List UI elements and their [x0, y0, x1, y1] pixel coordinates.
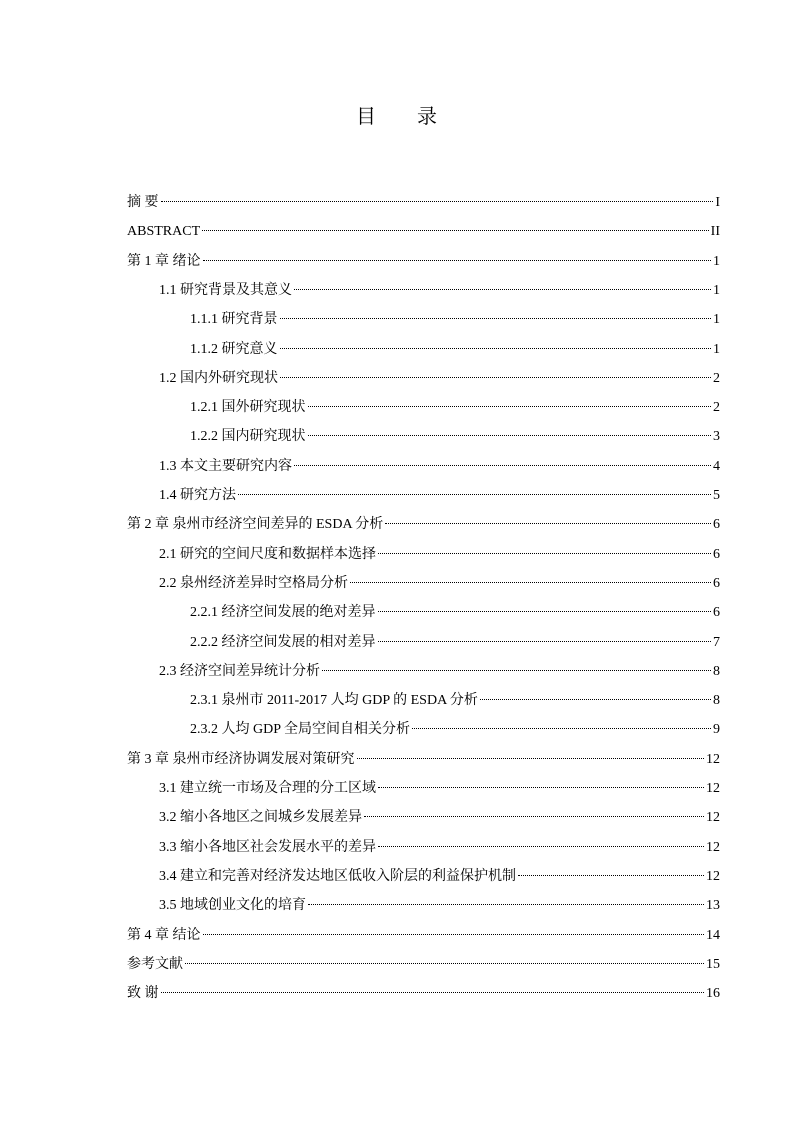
toc-entry[interactable] [127, 948, 720, 972]
toc-entry[interactable] [159, 860, 720, 884]
dot-leader [292, 274, 713, 294]
toc-entry-page-number: 5 [713, 488, 720, 503]
toc-entry-page-number: 3 [713, 429, 720, 445]
dot-leader [183, 948, 706, 968]
dot-leader [278, 333, 714, 353]
toc-entry[interactable] [127, 508, 720, 533]
toc-entry[interactable] [127, 977, 720, 1002]
toc-entry-page-number: 14 [706, 927, 720, 943]
dot-leader [159, 186, 716, 206]
toc-entry-page-number: 6 [713, 575, 720, 591]
toc-entry-label: 1.1.2 研究意义 [190, 341, 278, 357]
toc-entry-label: 3.3 缩小各地区社会发展水平的差异 [159, 839, 376, 855]
toc-entry[interactable] [190, 333, 720, 357]
dot-leader [236, 479, 713, 499]
toc-entry-page-number: I [715, 195, 720, 210]
toc-entry-label: 1.4 研究方法 [159, 488, 236, 503]
dot-leader [348, 567, 713, 587]
toc-entry-page-number: 2 [713, 370, 720, 386]
toc-entry-page-number: 4 [713, 458, 720, 474]
dot-leader [320, 655, 713, 675]
toc-entry-label: 1.1.1 研究背景 [190, 312, 278, 328]
toc-entry-label: 2.2.2 经济空间发展的相对差异 [190, 634, 376, 650]
toc-entry[interactable] [190, 391, 720, 416]
toc-entry[interactable] [127, 215, 720, 240]
toc-entry[interactable] [190, 596, 720, 621]
toc-entry-label: 1.2.1 国外研究现状 [190, 400, 306, 416]
toc-entry-label: 致 谢 [127, 986, 159, 1002]
toc-entry[interactable] [127, 743, 720, 767]
toc-entry-page-number: 8 [713, 663, 720, 679]
dot-leader [478, 684, 713, 704]
toc-entry-label: 2.3.1 泉州市 2011-2017 人均 GDP 的 ESDA 分析 [190, 693, 478, 709]
toc-entry-page-number: 15 [706, 956, 720, 972]
toc-entry-label: 1.2.2 国内研究现状 [190, 429, 306, 445]
toc-entry-page-number: 1 [713, 253, 720, 269]
toc-entry[interactable] [159, 655, 720, 679]
toc-entry-page-number: 13 [706, 898, 720, 914]
toc-entry-label: 2.3.2 人均 GDP 全局空间自相关分析 [190, 722, 410, 738]
toc-entry-page-number: 9 [713, 722, 720, 738]
toc-entry-page-number: 12 [706, 868, 720, 884]
toc-entry-page-number: 12 [706, 781, 720, 796]
dot-leader [201, 245, 714, 265]
toc-entry[interactable] [159, 889, 720, 914]
toc-entry-page-number: 8 [713, 693, 720, 709]
toc-entry-label: 参考文献 [127, 956, 183, 972]
toc-entry-page-number: 2 [713, 400, 720, 416]
toc-entry-label: 第 4 章 结论 [127, 927, 201, 943]
toc-entry-label: 1.2 国内外研究现状 [159, 370, 278, 386]
toc-entry-page-number: 1 [713, 341, 720, 357]
toc-entry[interactable] [127, 919, 720, 943]
toc-entry[interactable] [190, 713, 720, 738]
toc-entry-page-number: 7 [713, 634, 720, 650]
toc-entry[interactable] [190, 626, 720, 650]
toc-entry-label: 摘 要 [127, 195, 159, 210]
toc-entry-label: 2.3 经济空间差异统计分析 [159, 663, 320, 679]
toc-entry-page-number: 6 [713, 605, 720, 621]
dot-leader [292, 450, 713, 470]
toc-entry-page-number: 16 [706, 986, 720, 1002]
toc-entry-label: 第 2 章 泉州市经济空间差异的 ESDA 分析 [127, 517, 384, 533]
dot-leader [376, 596, 714, 616]
toc-entry-label: 2.2 泉州经济差异时空格局分析 [159, 575, 348, 591]
toc-entry-page-number: 6 [713, 517, 720, 533]
dot-leader [383, 508, 713, 528]
toc-entry-label: 3.2 缩小各地区之间城乡发展差异 [159, 810, 362, 826]
dot-leader [306, 420, 714, 440]
dot-leader [376, 538, 713, 558]
dot-leader [200, 215, 711, 235]
toc-entry-page-number: 12 [706, 810, 720, 826]
toc-entry-label: 1.1 研究背景及其意义 [159, 282, 292, 298]
toc-entry[interactable] [190, 420, 720, 445]
toc-entry[interactable] [159, 450, 720, 474]
toc-entry[interactable] [159, 801, 720, 826]
toc-entry-label: 2.2.1 经济空间发展的绝对差异 [190, 605, 376, 621]
toc-entry-label: 3.1 建立统一市场及合理的分工区域 [159, 781, 376, 796]
toc-entry-label: ABSTRACT [127, 224, 201, 240]
dot-leader [159, 977, 707, 997]
dot-leader [278, 303, 714, 323]
toc-entry[interactable] [159, 772, 720, 796]
dot-leader [278, 362, 713, 382]
dot-leader [516, 860, 706, 880]
toc-entry[interactable] [159, 362, 720, 386]
toc-entry[interactable] [127, 245, 720, 269]
toc-entry[interactable] [190, 303, 720, 328]
toc-entry-label: 1.3 本文主要研究内容 [159, 458, 292, 474]
toc-entry-page-number: 1 [713, 312, 720, 328]
toc-entry-page-number: 1 [713, 282, 720, 298]
toc-entry-label: 3.5 地域创业文化的培育 [159, 898, 306, 914]
dot-leader [362, 801, 706, 821]
dot-leader [201, 919, 707, 939]
dot-leader [306, 391, 714, 411]
toc-entry-label: 第 1 章 绪论 [127, 253, 201, 269]
toc-entry[interactable] [159, 538, 720, 562]
toc-entry[interactable] [159, 831, 720, 855]
toc-entry[interactable] [159, 274, 720, 298]
dot-leader [410, 713, 713, 733]
dot-leader [355, 743, 707, 763]
toc-entry[interactable] [190, 684, 720, 709]
dot-leader [306, 889, 706, 909]
dot-leader [376, 772, 706, 792]
toc-entry-page-number: 6 [713, 546, 720, 562]
toc-entry-page-number: 12 [706, 751, 720, 767]
toc-entry[interactable] [127, 186, 720, 210]
toc-entry[interactable] [159, 567, 720, 591]
toc-entry-page-number: II [710, 224, 720, 240]
dot-leader [376, 626, 714, 646]
toc-entry[interactable] [159, 479, 720, 503]
toc-entry-label: 第 3 章 泉州市经济协调发展对策研究 [127, 751, 355, 767]
page-title: 目 录 [356, 106, 455, 128]
dot-leader [376, 831, 706, 851]
toc-entry-label: 2.1 研究的空间尺度和数据样本选择 [159, 546, 376, 562]
toc-entry-page-number: 12 [706, 839, 720, 855]
toc-entry-label: 3.4 建立和完善对经济发达地区低收入阶层的利益保护机制 [159, 868, 516, 884]
